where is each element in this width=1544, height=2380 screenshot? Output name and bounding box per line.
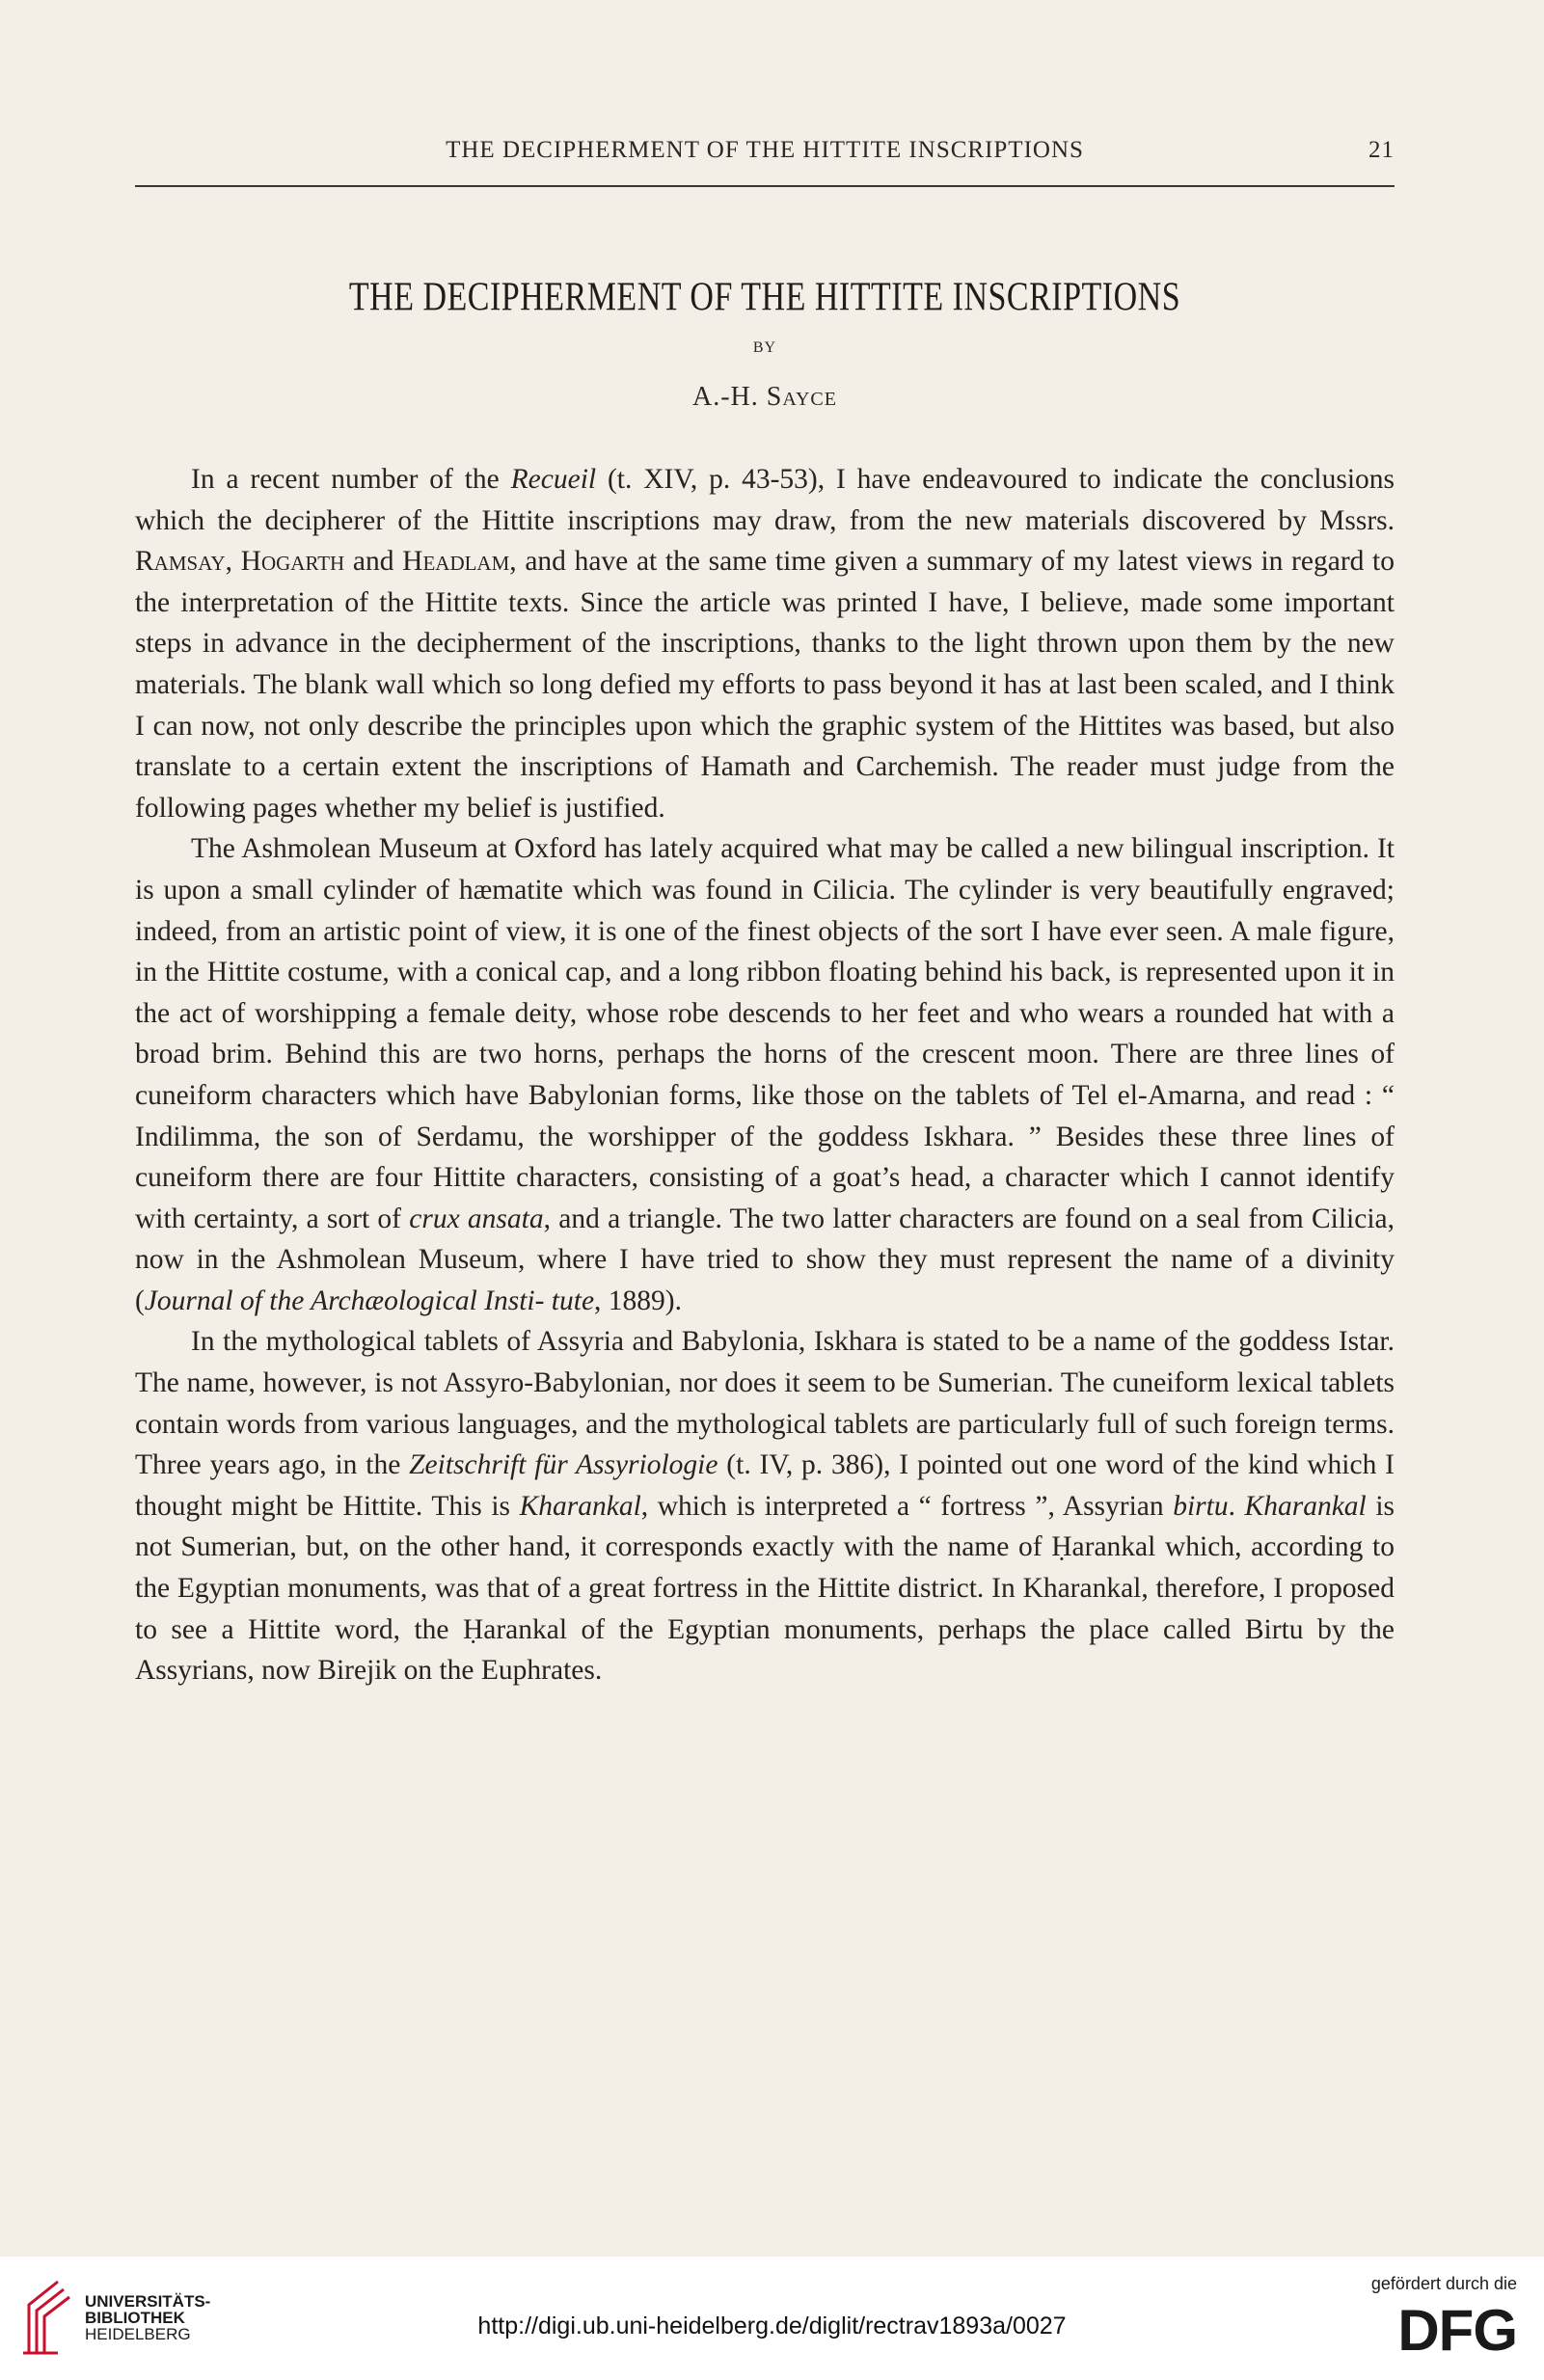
page-number: 21 [1368,137,1395,163]
header-rule [135,185,1395,187]
p1-recueil: Recueil [510,464,597,495]
p1-text-d: , [225,546,241,578]
running-head-title: THE DECIPHERMENT OF THE HITTITE INSCRIPTIONS [446,137,1084,163]
paragraph-2 [135,828,1395,1321]
article-title: THE DECIPHERMENT OF THE HITTITE INSCRIPTIONS [348,275,1181,320]
p3-zeitschrift: Zeitschrift für Assyriologie [409,1449,718,1481]
p3-text-a: In the mythological tablets of Assyria and Babylonia, Iskhara is stated to be a name of the goddess Istar. The name, however, is not Assyro-Babylonian, nor does it seem to be Sumerian. The cuneiform lexical tablets contain words from various languages, and the mythological tablets are particularly full of such foreign terms. Three years ago, in the [135,1326,1395,1481]
byline-by: BY [752,339,777,356]
p1-ramsay: Ramsay [135,546,226,578]
p3-text-c: , which is interpreted a “ fortress ”, Assyrian [640,1490,1174,1522]
p3-text-e: is not Sumerian, but, on the other hand, it corresponds exactly with the name of Ḥarankal which, according to the Egyptian monuments, was that of a great fortress in the Hittite district. In Kharankal, therefore, I proposed to see a Hittite word, the Ḥarankal of the Egyptian monuments, perhaps the place called Birtu by the Assyrians, now Birejik on the Euphrates. [135,1490,1395,1687]
p3-text-d: . [1228,1490,1245,1522]
library-line-2: BIBLIOTHEK [85,2309,185,2327]
paragraph-3 [135,1321,1395,1690]
p2-text-b: , and a triangle. The two latter characters are found on a seal from Cilicia, now in the Ashmolean Museum, where I have tried to show they must represent the name of a divinity ( [135,1203,1395,1316]
p3-kharankal-2: Kharankal [1244,1490,1367,1522]
p1-text-c: (t. XIV, p. 43-53), I have endeavoured to indicate the conclusions which the decipherer of the Hittite inscriptions may draw, from the new materials discovered by Mssrs. [135,464,1395,536]
p3-text-b: (t. IV, p. 386), I pointed out one word of the kind which I thought might be Hittite. This is [135,1449,1395,1522]
library-line-1: UNIVERSITÄTS- [85,2292,211,2311]
dfg-logo: DFG [1397,2298,1517,2363]
footer-bar [0,2257,1544,2380]
p2-journal: Journal of the Archæological Insti- tute [144,1285,595,1316]
source-url-link[interactable]: http://digi.ub.uni-heidelberg.de/diglit/rectrav1893a/0027 [477,2312,1067,2339]
author-name: A.-H. Sayce [692,382,837,412]
p1-text-a: In a recent number of the [191,464,511,495]
running-head [135,137,1395,168]
article-body [135,459,1395,1691]
p1-headlam: Headlam [402,546,510,578]
funding-caption: gefördert durch die [1370,2274,1517,2293]
p2-text-a: The Ashmolean Museum at Oxford has lately acquired what may be called a new bilingual inscription. It is upon a small cylinder of hæmatite which was found in Cilicia. The cylinder is very beautifully engraved; indeed, from an artistic point of view, it is one of the finest objects of the sort I have ever seen. A male figure, in the Hittite costume, with a conical cap, and a long ribbon floating behind his back, is represented upon it in the act of worshipping a female deity, whose robe descends to her feet and who wears a rounded hat with a broad brim. Behind this are two horns, perhaps the horns of the crescent moon. There are three lines of cuneiform characters which have Babylonian forms, like those on the tablets of Tel el-Amarna, and read : “ Indilimma, the son of Serdamu, the worshipper of the goddess Iskhara. ” Besides these three lines of cuneiform there are four Hittite characters, consisting of a goat’s head, a character which I cannot identify with certainty, a sort of [135,833,1395,1234]
p1-text-f: , and have at the same time given a summary of my latest views in regard to the interpretation of the Hittite texts. Since the article was printed I have, I believe, made some important steps in advance in the decipherment of the inscriptions, thanks to the light thrown upon them by the new materials. The blank wall which so long defied my efforts to pass beyond it has at last been scaled, and I think I can now, not only describe the principles upon which the graphic system of the Hittites was based, but also translate to a certain extent the inscriptions of Hamath and Carchemish. The reader must judge from the following pages whether my belief is justified. [135,546,1395,824]
paragraph-1 [135,459,1395,828]
p3-birtu: birtu [1173,1490,1229,1522]
p1-hogarth: Hogarth [240,546,345,578]
p2-crux-ansata: crux ansata [409,1203,544,1234]
p3-kharankal-1: Kharankal [519,1490,641,1522]
p2-text-c: , 1889). [594,1285,682,1316]
library-line-3: HEIDELBERG [85,2325,191,2343]
p1-text-e: and [344,546,403,578]
